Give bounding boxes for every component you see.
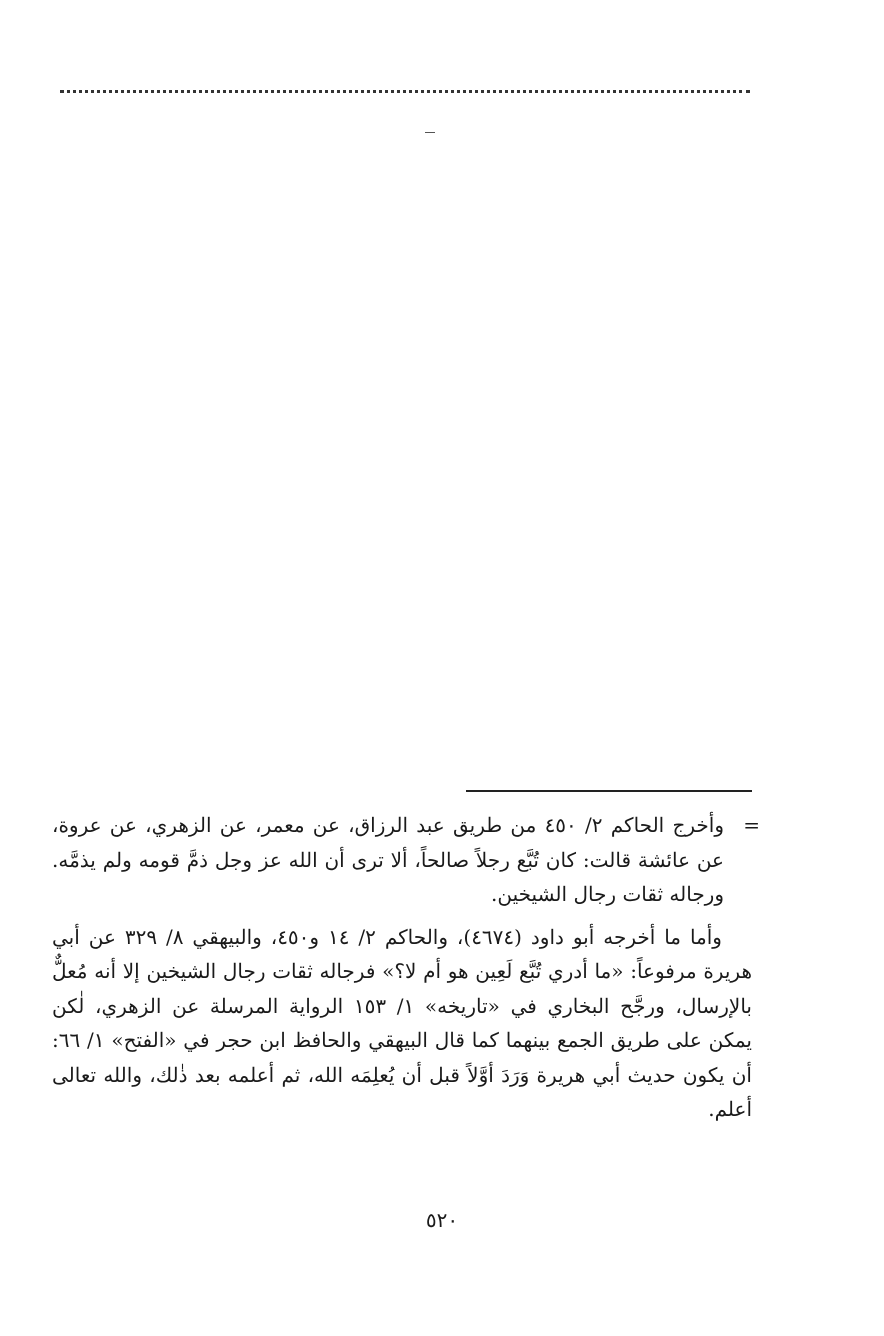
footnote-separator <box>466 790 752 792</box>
top-dotted-divider <box>60 90 750 93</box>
small-dash-mark <box>425 132 435 133</box>
continuation-mark: = <box>743 813 760 837</box>
footnote-text: وأخرج الحاكم ٢/ ٤٥٠ من طريق عبد الرزاق، عن معمر، عن الزهري، عن عروة، عن عائشة قالت: كان تُبَّع رجلاً صالحاً، ألا ترى أن الله عز وجل ذمَّ قومه ولم يذمَّه. ورجاله ثقات رجال الشيخين. <box>52 813 724 906</box>
footnotes-block <box>52 808 760 1127</box>
page-number: ٥٢٠ <box>425 1208 459 1232</box>
footnote-paragraph <box>52 920 752 1127</box>
footnote-paragraph-continued <box>52 808 760 912</box>
footnote-text: وأما ما أخرجه أبو داود (٤٦٧٤)، والحاكم ٢/ ١٤ و٤٥٠، والبيهقي ٨/ ٣٢٩ عن أبي هريرة مرفوعاً: «ما أدري تُبَّع لَعِين هو أم لا؟» فرجاله ثقات رجال الشيخين إلا أنه مُعلٌّ بالإرسال، ورجَّح البخاري في «تاريخه» ١/ ١٥٣ الرواية المرسلة عن الزهري، لٰكن يمكن على طريق الجمع بينهما كما قال البيهقي والحافظ ابن حجر في «الفتح» ١/ ٦٦: أن يكون حديث أبي هريرة وَرَدَ أوَّلاً قبل أن يُعلِمَه الله، ثم أعلمه بعد ذٰلك، والله تعالى أعلم. <box>52 924 752 1121</box>
